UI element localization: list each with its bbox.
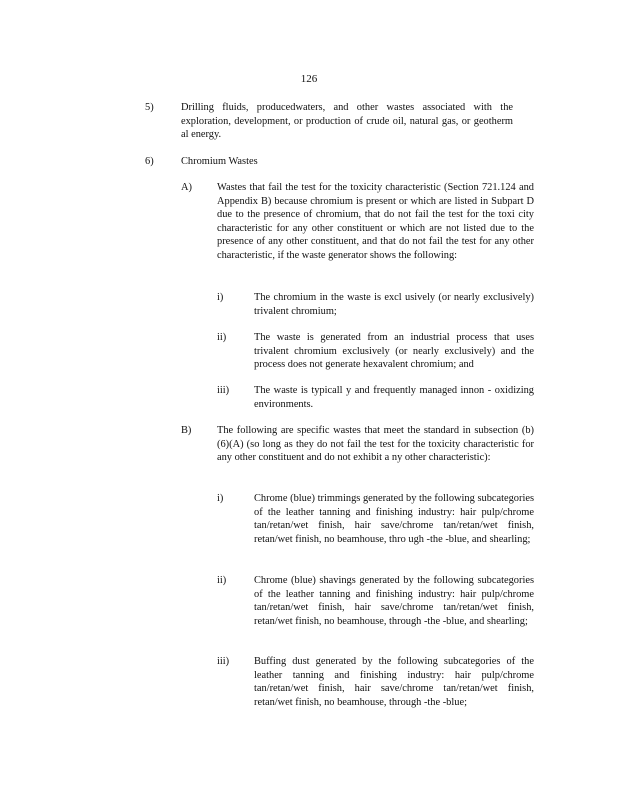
item-label: 5) (145, 102, 154, 113)
item-label: ii) (217, 332, 227, 343)
item-label: B) (181, 425, 192, 436)
item-label: i) (217, 292, 224, 303)
item-text: Wastes that fail the test for the toxicity characteristic (Section 721.124 and Appendix B) because chromium is present or which are listed in Subpart D due to the presence of chromium, that do not fail the test for the toxi city characteristic for any other constituent or which are not listed due to the presence of any other constituent, and that do not fail the test for any other characteristic, if the waste generator shows the following: (217, 182, 534, 261)
item-text: Drilling fluids, producedwaters, and other wastes associated with the exploration, development, or production of crude oil, natural gas, or geotherm al energy. (181, 102, 513, 141)
page-number: 126 (300, 73, 318, 85)
item-label: ii) (217, 575, 227, 586)
item-label: iii) (217, 656, 230, 667)
item-text: Chrome (blue) shavings generated by the following subcategories of the leather tanning and finishing industry: hair pulp/chrome tan/retan/wet finish, hair save/chrome tan/retan/wet finish, retan/wet finish, no beamhouse, through -the -blue, and shearling; (254, 575, 534, 627)
item-text: The chromium in the waste is excl usively (or nearly exclusively) trivalent chromium; (254, 292, 534, 317)
item-text: The following are specific wastes that meet the standard in subsection (b)(6)(A) (so long as they do not fail the test for the toxicity characteristic for any other constituent and do not exhibit a ny other characteristic): (217, 425, 534, 464)
item-text: Buffing dust generated by the following subcategories of the leather tanning and finishing industry: hair pulp/chrome tan/retan/wet finish, hair save/chrome tan/retan/wet finish, retan/wet finish, no beamhouse, through -the -blue; (254, 656, 534, 708)
item-label: 6) (145, 156, 154, 167)
item-label: iii) (217, 385, 230, 396)
item-text: The waste is typicall y and frequently managed innon - oxidizing environments. (254, 385, 534, 410)
item-text: The waste is generated from an industrial process that uses trivalent chromium exclusively (or nearly exclusively) and the process does not generate hexavalent chromium; and (254, 332, 534, 371)
item-label: A) (181, 182, 192, 193)
item-text: Chrome (blue) trimmings generated by the following subcategories of the leather tanning and finishing industry: hair pulp/chrome tan/retan/wet finish, hair save/chrome tan/retan/wet finish, retan/wet finish, no beamhouse, thro ugh -the -blue, and shearling; (254, 493, 534, 545)
item-text: Chromium Wastes (181, 156, 258, 167)
item-label: i) (217, 493, 224, 504)
